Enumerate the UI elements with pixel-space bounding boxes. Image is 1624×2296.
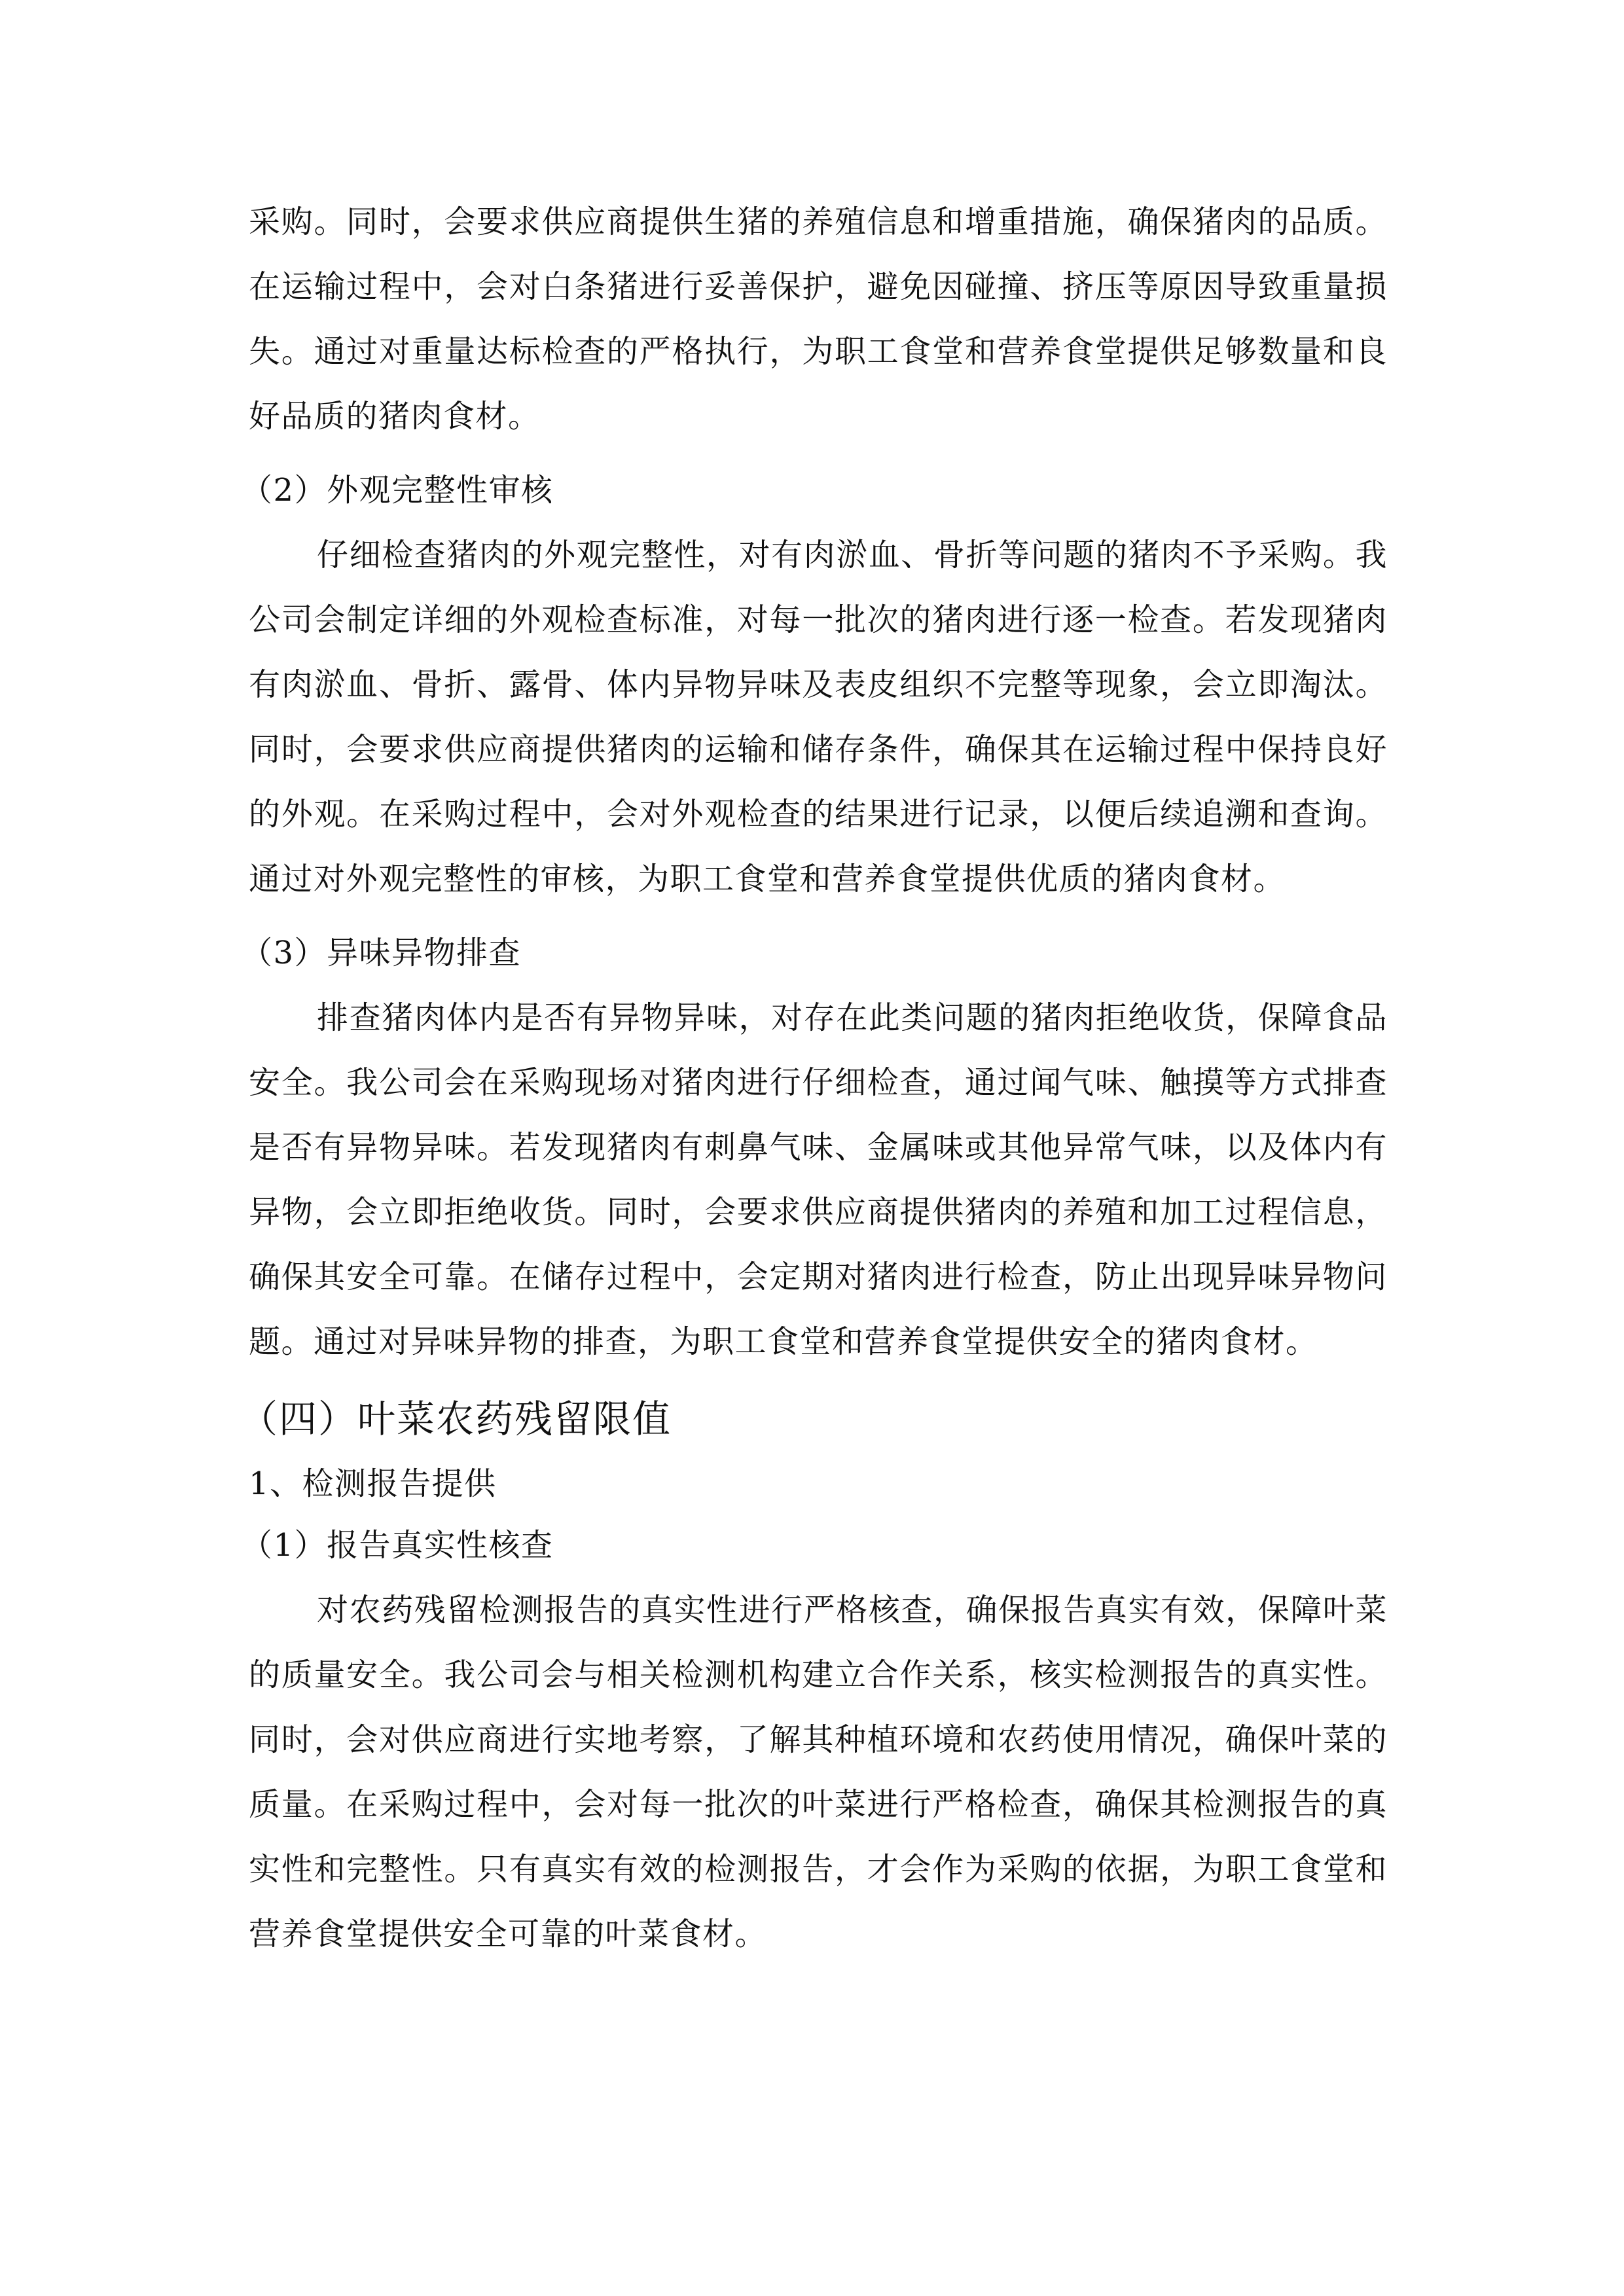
section-4-subheading-1: 1、检测报告提供 — [249, 1465, 497, 1502]
item-3-heading: （3）异味异物排查 — [241, 935, 522, 971]
item-2-heading: （2）外观完整性审核 — [241, 472, 554, 509]
section-4-item-1-heading: （1）报告真实性核查 — [241, 1527, 554, 1564]
intro-paragraph: 采购。同时，会要求供应商提供生猪的养殖信息和增重措施，确保猪肉的品质。在运输过程中，会对白条猪进行妥善保护，避免因碰撞、挤压等原因导致重量损失。通过对重量达标检查的严格执行，为职工食堂和营养食堂提供足够数量和良好品质的猪肉食材。 — [249, 204, 1388, 435]
document-body — [240, 190, 1388, 1967]
section-4-title: （四）叶菜农药残留限值 — [240, 1397, 672, 1441]
section-4-item-1-paragraph: 对农药残留检测报告的真实性进行严格核查，确保报告真实有效，保障叶菜的质量安全。我公司会与相关检测机构建立合作关系，核实检测报告的真实性。同时，会对供应商进行实地考察，了解其种植环境和农药使用情况，确保叶菜的质量。在采购过程中，会对每一批次的叶菜进行严格检查，确保其检测报告的真实性和完整性。只有真实有效的检测报告，才会作为采购的依据，为职工食堂和营养食堂提供安全可靠的叶菜食材。 — [249, 1592, 1388, 1952]
item-2-paragraph: 仔细检查猪肉的外观完整性，对有肉淤血、骨折等问题的猪肉不予采购。我公司会制定详细的外观检查标准，对每一批次的猪肉进行逐一检查。若发现猪肉有肉淤血、骨折、露骨、体内异物异味及表皮组织不完整等现象，会立即淘汰。同时，会要求供应商提供猪肉的运输和储存条件，确保其在运输过程中保持良好的外观。在采购过程中，会对外观检查的结果进行记录，以便后续追溯和查询。通过对外观完整性的审核，为职工食堂和营养食堂提供优质的猪肉食材。 — [249, 537, 1388, 897]
item-3-paragraph: 排查猪肉体内是否有异物异味，对存在此类问题的猪肉拒绝收货，保障食品安全。我公司会在采购现场对猪肉进行仔细检查，通过闻气味、触摸等方式排查是否有异物异味。若发现猪肉有刺鼻气味、金属味或其他异常气味，以及体内有异物，会立即拒绝收货。同时，会要求供应商提供猪肉的养殖和加工过程信息，确保其安全可靠。在储存过程中，会定期对猪肉进行检查，防止出现异味异物问题。通过对异味异物的排查，为职工食堂和营养食堂提供安全的猪肉食材。 — [249, 999, 1388, 1360]
